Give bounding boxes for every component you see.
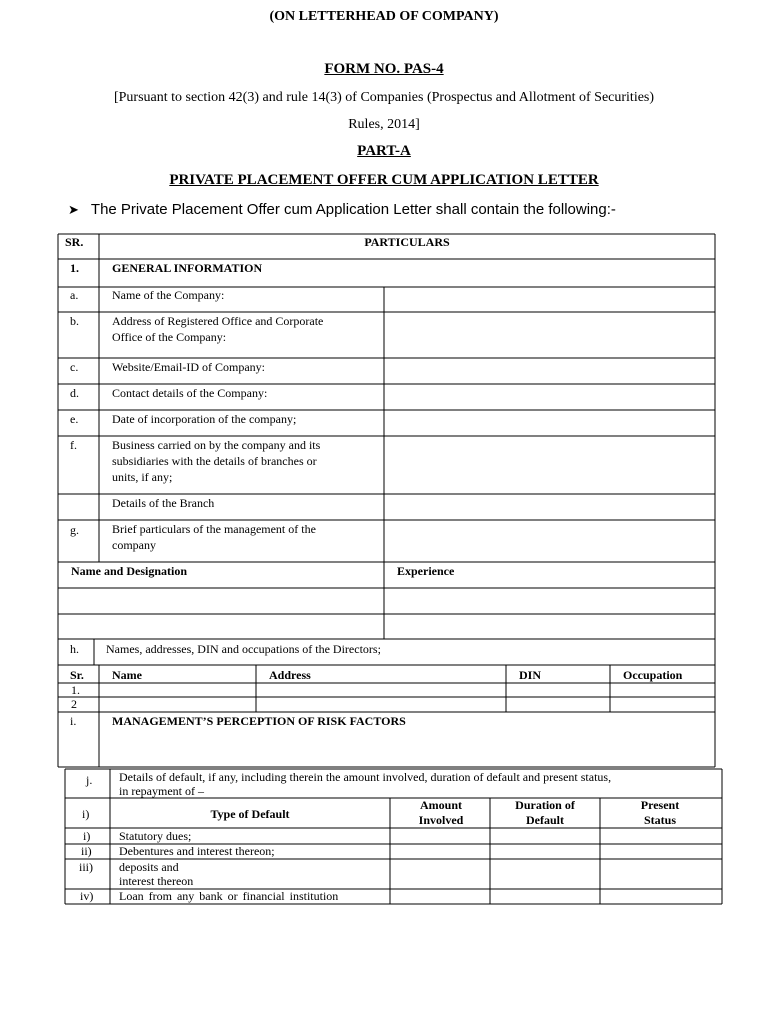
section-1-title: GENERAL INFORMATION: [112, 261, 263, 275]
row-g-label-2: company: [112, 538, 156, 552]
directors-header-sr: Sr.: [70, 668, 84, 682]
row-b-label-1: Address of Registered Office and Corporate: [112, 314, 324, 328]
default-row-3-label-2: interest thereon: [119, 874, 194, 888]
arrow-bullet-icon: ➤: [68, 202, 79, 217]
default-row-3-label-1: deposits and: [119, 860, 179, 874]
pursuant-line-2: Rules, 2014]: [348, 117, 420, 132]
default-row-3-sr: iii): [79, 860, 93, 874]
row-c-label: Website/Email-ID of Company:: [112, 360, 265, 374]
default-header-amount: Amount Involved: [418, 798, 464, 827]
letterhead-note: (ON LETTERHEAD OF COMPANY): [269, 9, 499, 24]
row-h-sr: h.: [70, 642, 79, 656]
form-number: FORM NO. PAS-4: [324, 61, 444, 77]
row-f-label-2: subsidiaries with the details of branches or: [112, 454, 317, 468]
default-row-1-label: Statutory dues;: [119, 829, 192, 843]
directors-header-name: Name: [112, 668, 142, 682]
section-1-number: 1.: [70, 261, 79, 275]
row-b-sr: b.: [70, 314, 79, 328]
row-f-sr: f.: [70, 438, 77, 452]
row-d-sr: d.: [70, 386, 79, 400]
row-d-label: Contact details of the Company:: [112, 386, 268, 400]
default-header-sr: i): [82, 807, 90, 821]
row-i-label: MANAGEMENT’S PERCEPTION OF RISK FACTORS: [112, 714, 406, 728]
row-f-label-3: units, if any;: [112, 470, 173, 484]
document-title: PRIVATE PLACEMENT OFFER CUM APPLICATION LETTER: [169, 172, 599, 188]
row-a-sr: a.: [70, 288, 79, 302]
default-header-type: Type of Default: [210, 807, 290, 821]
default-row-1-sr: i): [83, 829, 91, 843]
row-b-label-2: Office of the Company:: [112, 330, 227, 344]
directors-row-1-sr: 1.: [71, 683, 80, 697]
default-row-2-sr: ii): [81, 844, 92, 858]
directors-header-address: Address: [269, 668, 311, 682]
row-a-label: Name of the Company:: [112, 288, 225, 302]
row-c-sr: c.: [70, 360, 79, 374]
row-g-sr: g.: [70, 523, 79, 537]
default-row-2-label: Debentures and interest thereon;: [119, 844, 275, 858]
directors-row-2-sr: 2: [71, 697, 77, 711]
row-f-label-1: Business carried on by the company and its: [112, 438, 321, 452]
row-h-label: Names, addresses, DIN and occupations of the Directors;: [106, 642, 381, 656]
default-row-4-label: Loan from any bank or financial institution: [119, 889, 339, 903]
default-row-4-sr: iv): [80, 889, 94, 903]
default-header-status: Present Status: [640, 798, 680, 827]
row-e-sr: e.: [70, 412, 79, 426]
pursuant-line-1: [Pursuant to section 42(3) and rule 14(3) of Companies (Prospectus and Allotment of Securities): [113, 90, 655, 105]
header-particulars: PARTICULARS: [364, 235, 450, 249]
row-j-label-2: in repayment of –: [119, 784, 204, 798]
name-designation-header: Name and Designation: [71, 564, 188, 578]
part-heading: PART-A: [357, 143, 411, 159]
row-j-sr: j.: [86, 773, 93, 787]
row-branch-label: Details of the Branch: [112, 496, 215, 510]
experience-header: Experience: [397, 564, 455, 578]
intro-text: The Private Placement Offer cum Application Letter shall contain the following:-: [90, 201, 616, 218]
directors-header-occupation: Occupation: [623, 668, 683, 682]
row-j-label-1: Details of default, if any, including therein the amount involved, duration of default and present status,: [119, 770, 612, 784]
default-header-duration: Duration of Default: [515, 798, 575, 827]
directors-header-din: DIN: [519, 668, 542, 682]
row-e-label: Date of incorporation of the company;: [112, 412, 297, 426]
header-sr: SR.: [65, 235, 84, 249]
row-i-sr: i.: [70, 714, 77, 728]
row-g-label-1: Brief particulars of the management of the: [112, 522, 316, 536]
